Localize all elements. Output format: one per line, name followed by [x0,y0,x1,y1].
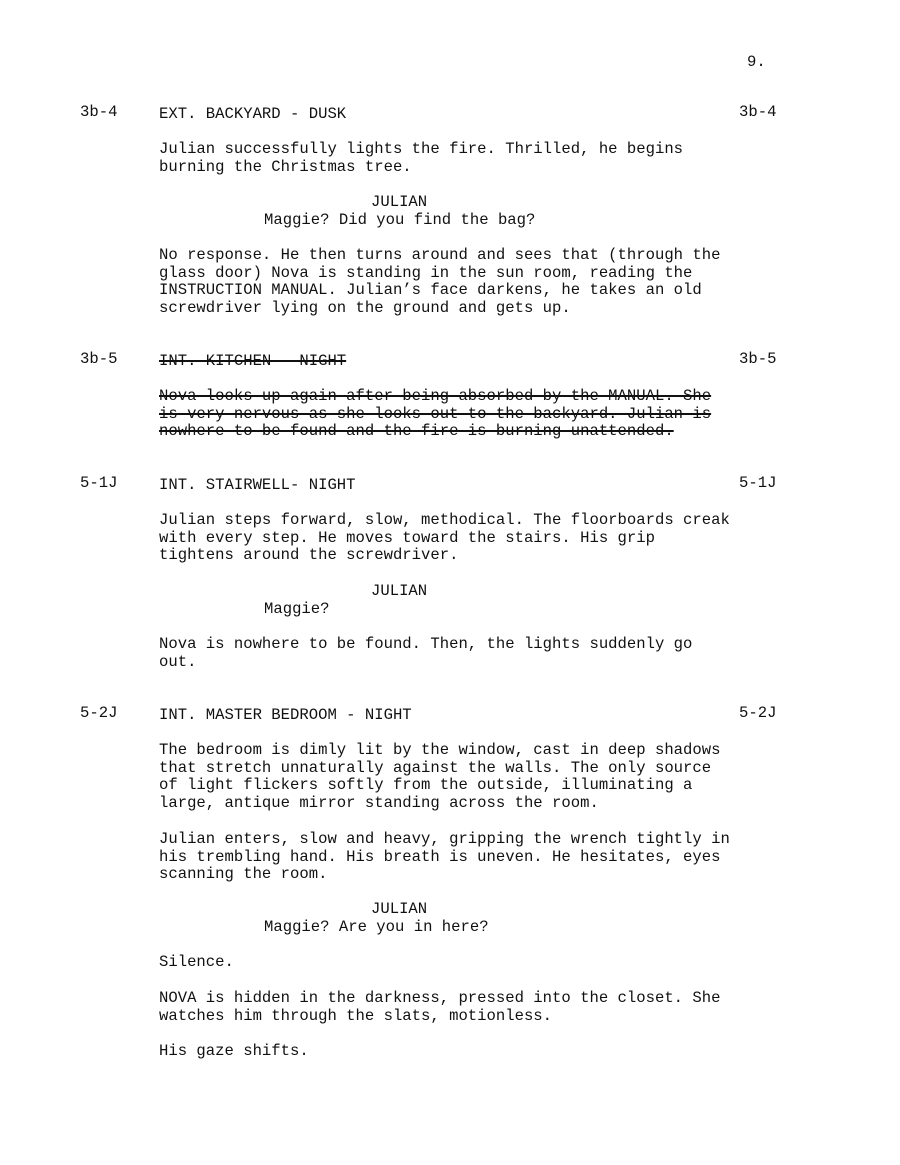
scene-number-left: 3b-5 [80,350,118,368]
scene-heading: INT. MASTER BEDROOM - NIGHT [159,706,412,724]
scene-number-left: 5-2J [80,704,118,722]
action-line: Julian enters, slow and heavy, gripping the wrench tightly in his trembling hand. His breath is uneven. He hesitates, eyes scanning the room. [159,830,730,884]
scene-heading: INT. KITCHEN - NIGHT [159,352,347,370]
scene-number-right: 3b-5 [739,350,777,368]
page-number: 9. [747,53,766,71]
scene-heading: INT. STAIRWELL- NIGHT [159,476,356,494]
character-cue: JULIAN [371,900,428,918]
character-cue: JULIAN [371,582,428,600]
action-line: Nova is nowhere to be found. Then, the lights suddenly go out. [159,635,693,671]
action-line: Julian successfully lights the fire. Thrilled, he begins burning the Christmas tree. [159,140,684,176]
scene-heading: EXT. BACKYARD - DUSK [159,105,347,123]
action-line: Nova looks up again after being absorbed by the MANUAL. She is very nervous as she looks out to the backyard. Julian is nowhere to be found and the fire is burning unattended. [159,387,712,441]
scene-number-right: 3b-4 [739,103,777,121]
scene-number-left: 5-1J [80,474,118,492]
action-line: His gaze shifts. [159,1042,309,1060]
dialogue-line: Maggie? Are you in here? [264,918,489,936]
dialogue-line: Maggie? Did you find the bag? [264,211,536,229]
action-line: NOVA is hidden in the darkness, pressed into the closet. She watches him through the slats, motionless. [159,989,721,1025]
dialogue-line: Maggie? [264,600,330,618]
character-cue: JULIAN [371,193,428,211]
action-line: Julian steps forward, slow, methodical. The floorboards creak with every step. He moves toward the stairs. His grip tightens around the screwdriver. [159,511,730,565]
scene-number-right: 5-2J [739,704,777,722]
action-line: No response. He then turns around and sees that (through the glass door) Nova is standing in the sun room, reading the INSTRUCTION MANUAL. Julian’s face darkens, he takes an old screwdriver lying on the ground and gets up. [159,246,721,318]
scene-number-left: 3b-4 [80,103,118,121]
scene-number-right: 5-1J [739,474,777,492]
action-line: The bedroom is dimly lit by the window, cast in deep shadows that stretch unnaturally against the walls. The only source of light flickers softly from the outside, illuminating a large, antique mirror standing across the room. [159,741,721,813]
action-line: Silence. [159,953,234,971]
